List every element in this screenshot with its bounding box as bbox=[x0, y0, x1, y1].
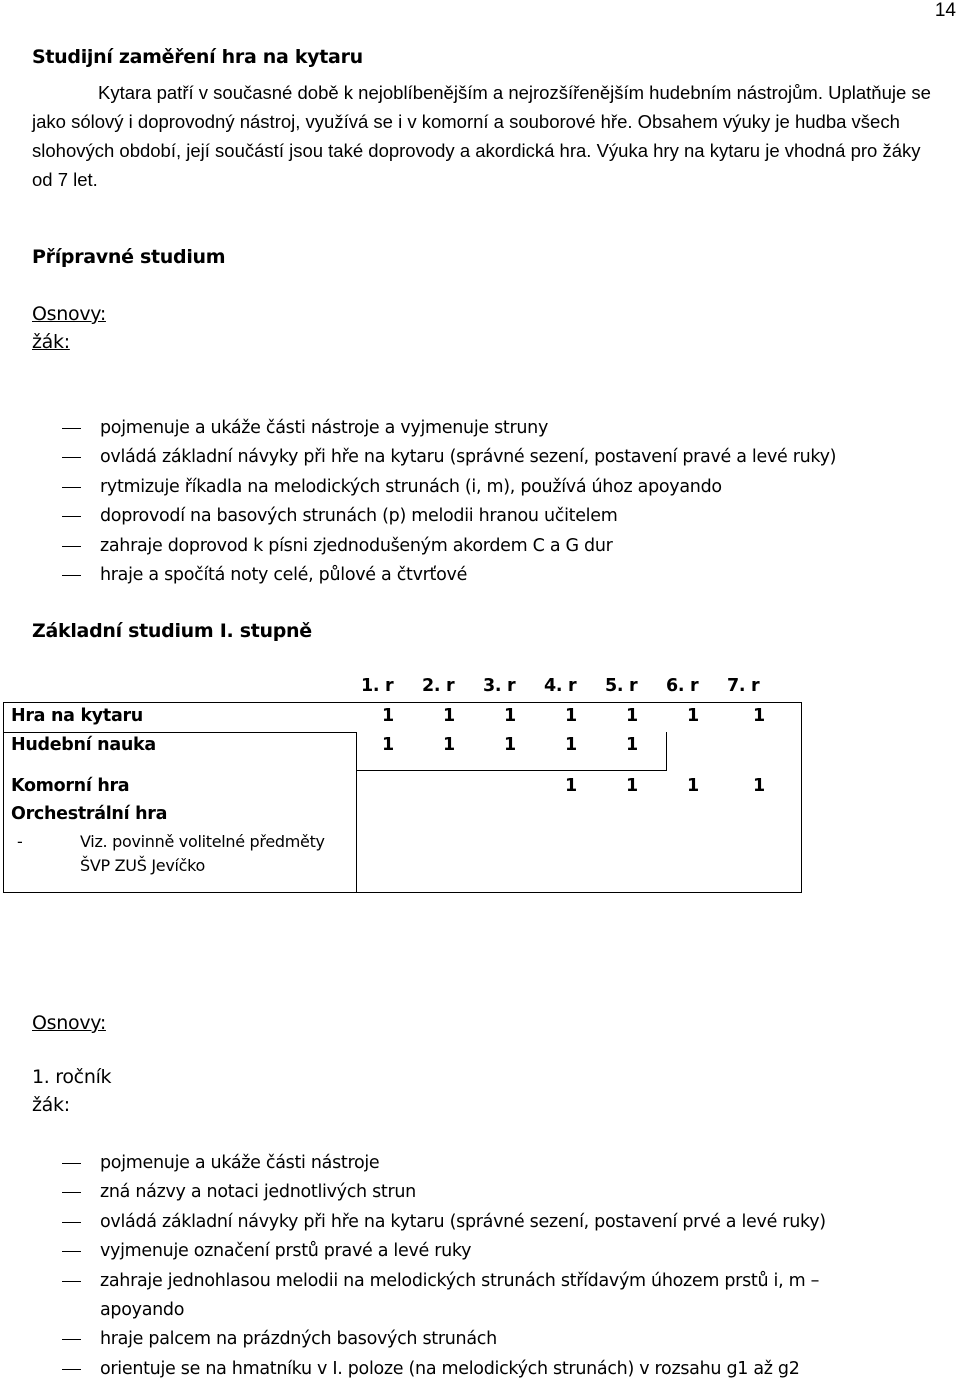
first-year-zak: žák: bbox=[32, 1094, 70, 1116]
subject-name: Komorní hra bbox=[11, 776, 130, 796]
preparatory-heading: Přípravné studium bbox=[32, 246, 226, 268]
list-item: orientuje se na hmatníku v I. poloze (na melodických strunách) v rozsahu g1 až g2 bbox=[62, 1355, 826, 1384]
page-title: Studijní zaměření hra na kytaru bbox=[32, 46, 363, 68]
list-item: hraje palcem na prázdných basových strunách bbox=[62, 1325, 826, 1354]
intro-paragraph: Kytara patří v současné době k nejoblíbenějším a nejrozšířenějším hudebním nástrojům. Uplatňuje se jako sólový i doprovodný nástroj, využívá se i v komorní a souborové hře. Obsahem výuky je hudba všech slohových období, její součástí jsou také doprovody a akordická hra. Výuka hry na kytaru je vhodná pro žáky od 7 let. bbox=[32, 82, 931, 190]
year-header: 2. r bbox=[422, 676, 455, 696]
list-item: pojmenuje a ukáže části nástroje bbox=[62, 1149, 826, 1178]
note-line: Viz. povinně volitelné předměty bbox=[80, 832, 325, 851]
list-item: zahraje doprovod k písni zjednodušeným akordem C a G dur bbox=[62, 532, 836, 561]
list-item: pojmenuje a ukáže části nástroje a vyjmenuje struny bbox=[62, 414, 836, 443]
elective-note bbox=[17, 830, 325, 878]
subject-name: Hra na kytaru bbox=[11, 706, 143, 726]
list-item: vyjmenuje označení prstů pravé a levé ruky bbox=[62, 1237, 826, 1266]
preparatory-outcomes-list bbox=[62, 414, 836, 590]
lesson-count: 1 bbox=[626, 735, 638, 755]
list-item: ovládá základní návyky při hře na kytaru (správné sezení, postavení prvé a levé ruky) bbox=[62, 1208, 826, 1237]
lesson-count: 1 bbox=[687, 706, 699, 726]
lesson-count: 1 bbox=[565, 776, 577, 796]
subject-name: Orchestrální hra bbox=[11, 804, 168, 824]
lesson-count: 1 bbox=[626, 706, 638, 726]
first-year-outcomes-list bbox=[62, 1149, 826, 1384]
note-dash: - bbox=[17, 832, 23, 851]
year-header: 6. r bbox=[666, 676, 699, 696]
list-item: hraje a spočítá noty celé, půlové a čtvrťové bbox=[62, 561, 836, 590]
list-item: zná názvy a notaci jednotlivých strun bbox=[62, 1178, 826, 1207]
lesson-schedule-table bbox=[3, 672, 802, 893]
year-header: 5. r bbox=[605, 676, 638, 696]
list-item: doprovodí na basových strunách (p) melodii hranou učitelem bbox=[62, 502, 836, 531]
first-year-osnovy: Osnovy: bbox=[32, 1012, 106, 1034]
lesson-count: 1 bbox=[626, 776, 638, 796]
preparatory-osnovy: Osnovy: bbox=[32, 303, 106, 325]
year-header: 7. r bbox=[727, 676, 760, 696]
year-header: 1. r bbox=[361, 676, 394, 696]
subject-name: Hudební nauka bbox=[11, 735, 156, 755]
lesson-count: 1 bbox=[565, 735, 577, 755]
list-item: ovládá základní návyky při hře na kytaru (správné sezení, postavení pravé a levé ruky) bbox=[62, 443, 836, 472]
preparatory-zak: žák: bbox=[32, 331, 70, 353]
list-item-text: zahraje jednohlasou melodii na melodických strunách střídavým úhozem prstů i, m – bbox=[100, 1270, 820, 1291]
lesson-count: 1 bbox=[565, 706, 577, 726]
lesson-count: 1 bbox=[753, 706, 765, 726]
lesson-count: 1 bbox=[753, 776, 765, 796]
list-item-continuation: apoyando bbox=[100, 1300, 185, 1321]
note-line: ŠVP ZUŠ Jevíčko bbox=[80, 856, 206, 875]
lesson-count: 1 bbox=[687, 776, 699, 796]
lesson-count: 1 bbox=[443, 735, 455, 755]
basic-study-heading: Základní studium I. stupně bbox=[32, 620, 312, 642]
lesson-count: 1 bbox=[382, 706, 394, 726]
year-header: 3. r bbox=[483, 676, 516, 696]
lesson-count: 1 bbox=[382, 735, 394, 755]
lesson-count: 1 bbox=[443, 706, 455, 726]
first-year-heading: 1. ročník bbox=[32, 1066, 112, 1088]
page-number: 14 bbox=[934, 0, 956, 21]
lesson-count: 1 bbox=[504, 735, 516, 755]
list-item bbox=[62, 1267, 826, 1326]
list-item: rytmizuje říkadla na melodických strunách (i, m), používá úhoz apoyando bbox=[62, 473, 836, 502]
year-header: 4. r bbox=[544, 676, 577, 696]
lesson-count: 1 bbox=[504, 706, 516, 726]
